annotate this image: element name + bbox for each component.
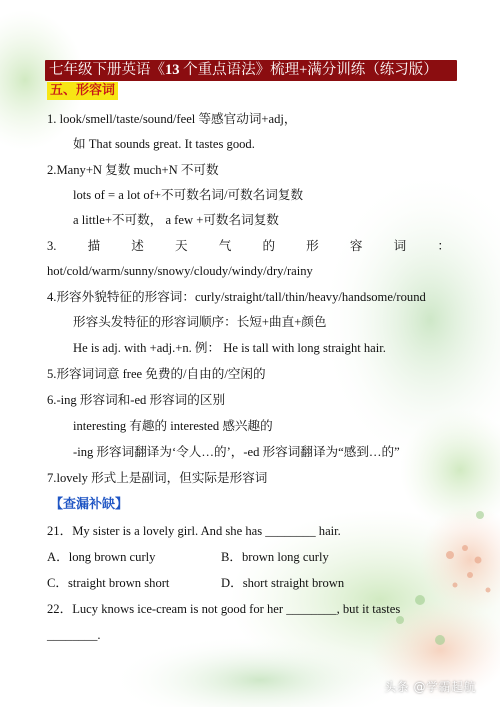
rule-2-b: a little+不可数， a few +可数名词复数 [73,213,279,227]
rule-7: 7.lovely 形式上是副词，但实际是形容词 [47,471,268,485]
rule-1-example: 如 That sounds great. It tastes good. [73,137,255,151]
rule-6-a: interesting 有趣的 interested 感兴趣的 [73,419,273,433]
rule-1: 1. look/smell/taste/sound/feel 等感官动词+adj， [47,112,297,126]
rule-3-char: 述 [131,239,144,253]
option-21-a: A．long brown curly [47,550,156,564]
rule-3-heading [47,238,450,254]
section-heading: 五、形容词 [47,82,118,100]
rule-6-b: -ing 形容词翻译为‘令人…的’，-ed 形容词翻译为“感到…的” [73,445,400,459]
practice-heading: 【查漏补缺】 [50,497,129,512]
watermark-text: 头条 @学霸起航 [384,680,476,694]
option-21-d: D．short straight brown [221,576,345,590]
rule-3-char: 容 [349,239,363,253]
title-number: 13 [165,62,180,78]
question-22-continued: ________. [47,628,101,642]
rule-3-char: ： [437,239,450,253]
title-suffix: 个重点语法》梳理+满分训练（练习版） [179,62,438,78]
document-title [45,60,457,81]
rule-4-b: He is adj. with +adj.+n. 例： He is tall with long straight hair. [73,341,386,355]
rule-4-a: 形容头发特征的形容词顺序：长短+曲直+颜色 [73,315,327,329]
rule-3-char: 描 [87,239,101,253]
rule-3-char: 气 [218,239,232,253]
rule-5: 5.形容词词意 free 免费的/自由的/空闲的 [47,367,266,381]
question-22: 22．Lucy knows ice-cream is not good for her ________, but it tastes [47,602,401,616]
rule-3-char: 天 [175,239,188,253]
question-21: 21．My sister is a lovely girl. And she has ________ hair. [47,524,341,538]
title-prefix: 七年级下册英语《 [49,62,165,78]
rule-3-char: 形 [306,239,319,253]
rule-4: 4.形容外貌特征的形容词：curly/straight/tall/thin/heavy/handsome/round [47,290,426,304]
rule-3-char: 3. [47,239,57,253]
option-21-b: B．brown long curly [221,550,329,564]
rule-3-list: hot/cold/warm/sunny/snowy/cloudy/windy/dry/rainy [47,264,313,278]
option-21-c: C．straight brown short [47,576,170,590]
rule-2: 2.Many+N 复数 much+N 不可数 [47,163,219,177]
rule-3-char: 词 [393,239,407,253]
rule-6: 6.-ing 形容词和-ed 形容词的区别 [47,393,226,407]
rule-3-char: 的 [262,239,276,253]
rule-2-a: lots of = a lot of+不可数名词/可数名词复数 [73,188,304,202]
